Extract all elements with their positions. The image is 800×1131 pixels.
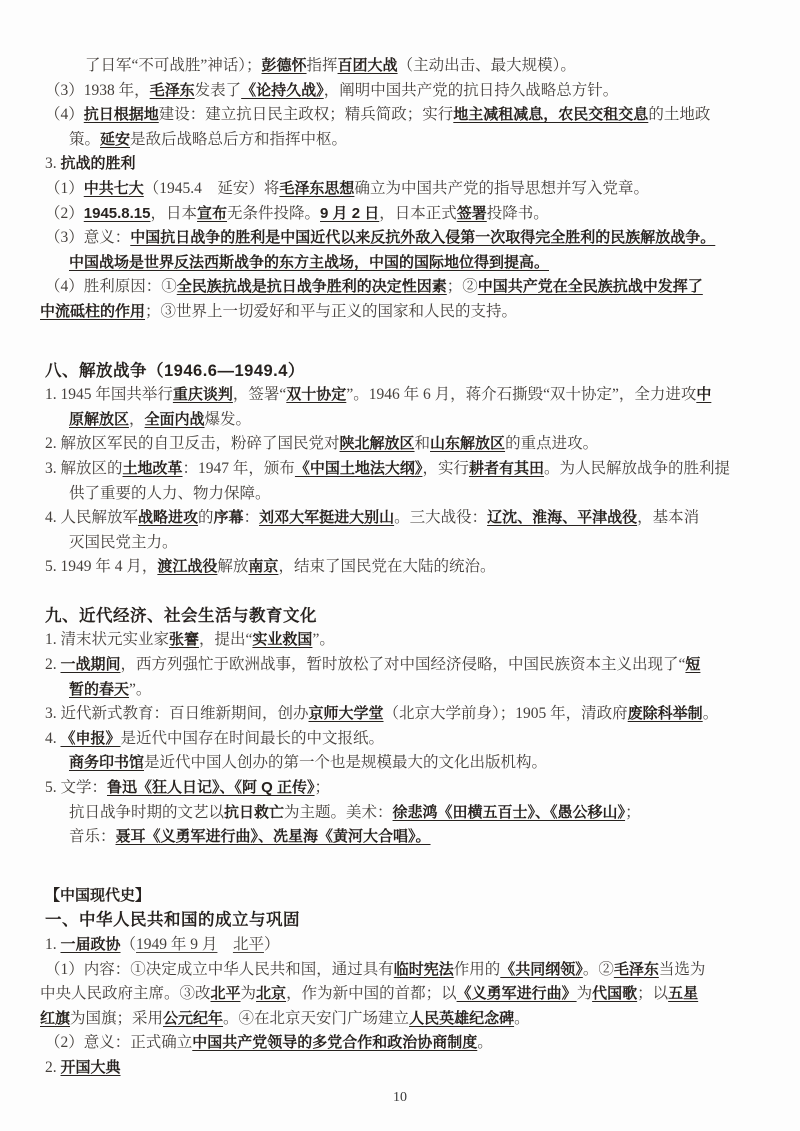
text-line [0, 226, 800, 251]
text-run: 为国旗；采用 [70, 1009, 164, 1027]
text-line [0, 54, 800, 79]
text-run: 毛泽东 [149, 81, 195, 99]
text-run: （1945.4 延安）将 [143, 179, 280, 197]
text-run: 中 [696, 386, 712, 404]
text-run: 《共同纲领》 [500, 960, 583, 978]
text-run: 5. 1949 年 4 月， [45, 558, 158, 576]
text-run: 一战期间 [60, 656, 121, 674]
text-run: 投降书。 [486, 204, 549, 222]
text-run: 辽沈、淮海、平津战役 [487, 509, 638, 527]
text-run: 1. 清末状元实业家 [45, 631, 170, 649]
text-run: 刘邓大军挺进大别山 [259, 509, 395, 527]
text-run: 音乐： [69, 828, 116, 846]
text-run: 张謇 [169, 631, 200, 649]
text-run: （北京大学前身）；1905 年，清政府 [383, 705, 628, 723]
text-run: 九、近代经济、社会生活与教育文化 [45, 606, 317, 625]
text-run: ，签署“ [232, 386, 287, 404]
text-line [0, 1031, 800, 1056]
page-number: 10 [393, 1090, 407, 1105]
text-run: 。 [477, 1034, 493, 1052]
text-run: 八、解放战争（1946.6—1949.4） [45, 361, 305, 380]
text-run: 公元纪年 [163, 1009, 224, 1027]
text-run: ； [314, 779, 331, 797]
text-run: 战略进攻 [138, 509, 199, 527]
text-run: 徐悲鸿《田横五百士》、《愚公移山》 [392, 803, 626, 821]
text-line [0, 128, 800, 153]
text-run: 4. [45, 729, 61, 747]
text-run: （主动出击、最大规模）。 [397, 57, 576, 74]
text-run: 作用的 [453, 960, 501, 978]
text-line [0, 457, 800, 482]
text-run: 中国抗日战争的胜利是中国近代以来反抗外敌入侵第一次取得完全胜利的民族解放战争。 [130, 229, 716, 247]
text-run: 一届政协 [60, 936, 121, 953]
text-line [0, 103, 800, 128]
text-line [0, 1056, 800, 1081]
text-run: 商务印书馆 [69, 754, 145, 772]
text-run: 宣布 [197, 204, 228, 222]
text-line [0, 79, 800, 104]
text-run: 2. [45, 656, 61, 674]
block-modern-economy-society-culture [0, 604, 800, 850]
text-run: 百团大战 [337, 57, 398, 74]
text-run: 山东解放区 [430, 435, 506, 453]
text-run: 当选为 [658, 960, 706, 978]
text-run: （1）内容：①决定成立中华人民共和国，通过具有 [45, 960, 394, 978]
text-run: 南京 [248, 558, 279, 576]
text-run: ；③世界上一切爱好和平与正义的国家和人民的支持。 [145, 302, 518, 320]
text-run: 中国共产党在全民族抗战中发挥了 [477, 278, 703, 296]
text-run: 1949 年 9 月 [136, 936, 218, 953]
text-line [0, 383, 800, 408]
text-run: 指挥 [306, 57, 338, 74]
text-run: 地主减租减息，农民交租交息 [453, 106, 649, 124]
text-run: 了日军“不可战胜”神话）； [85, 57, 262, 74]
text-run: 原解放区 [69, 410, 130, 428]
text-line [0, 531, 800, 556]
text-run: 全民族抗战是抗日战争胜利的决定性因素 [176, 278, 447, 296]
text-run: 确立为中国共产党的指导思想并写入党章。 [354, 179, 649, 197]
text-line [0, 982, 800, 1007]
text-run: 3. 解放区的 [45, 459, 123, 477]
text-run: 抗日救亡 [224, 803, 285, 821]
text-run: 抗日根据地 [83, 106, 159, 124]
text-run: 1945.8.15 [83, 204, 151, 222]
text-run: 策。 [69, 130, 101, 148]
text-run: 解放 [217, 558, 249, 576]
text-run: 是近代中国存在时间最长的中文报纸。 [120, 729, 385, 747]
block-anti-japanese-war-victory [0, 54, 800, 325]
text-run: 延安 [100, 130, 131, 148]
text-line [0, 958, 800, 983]
text-run: 京师大学堂 [308, 705, 384, 723]
text-run: 临时宪法 [393, 960, 454, 978]
text-run: 。 [514, 1009, 530, 1027]
text-run: 中国共产党领导的多党合作和政治协商制度 [192, 1034, 478, 1052]
text-run: 抗日战争时期的文艺以 [69, 803, 225, 821]
text-run: 红旗 [40, 1009, 71, 1027]
text-run: ： [243, 509, 260, 527]
text-run: ”。1946 年 6 月，蒋介石撕毁“双十协定”，全力进攻 [346, 386, 697, 404]
text-run: 。 [702, 705, 719, 723]
text-run: 供了重要的人力、物力保障。 [69, 484, 271, 502]
text-run: 。三大战役： [394, 509, 488, 527]
text-run: ，提出“ [199, 631, 253, 649]
text-run: 双十协定 [286, 386, 347, 404]
text-run: 和 [414, 435, 431, 453]
text-line [0, 653, 800, 678]
text-run: 3. 近代新式教育：百日维新期间，创办 [45, 705, 309, 723]
text-run: 是近代中国人创办的第一个也是规模最大的文化出版机构。 [144, 754, 548, 772]
text-line [0, 202, 800, 227]
text-run: ：1947 年，颁布 [182, 459, 295, 477]
text-run: 《义勇军进行曲》 [456, 985, 577, 1003]
text-run: 9 月 2 日 [320, 204, 380, 222]
text-run: 中国战场是世界反法西斯战争的东方主战场，中国的国际地位得到提高。 [69, 253, 550, 271]
text-run: ”。 [129, 680, 152, 698]
text-run: 2. [45, 1058, 61, 1076]
text-line [0, 884, 800, 909]
text-run: （3）1938 年， [45, 81, 150, 99]
text-run: 【中国现代史】 [45, 886, 151, 904]
block-liberation-war [0, 359, 800, 580]
text-run: （ [120, 936, 137, 953]
text-line [0, 251, 800, 276]
text-line [0, 555, 800, 580]
text-run: 1. 1945 年国共举行 [45, 386, 173, 404]
text-run: 北平 [232, 936, 264, 953]
text-run [217, 936, 233, 953]
text-run: 暂的春天 [69, 680, 130, 698]
text-run: 1. [45, 936, 61, 953]
text-run: ；以 [637, 985, 669, 1003]
text-run: 鲁迅《狂人日记》、《阿 Q 正传》 [107, 779, 315, 797]
text-run: 5. 文学： [45, 779, 108, 797]
text-run: 是敌后战略总后方和指挥中枢。 [130, 130, 348, 148]
text-run: 。④在北京天安门广场建立 [223, 1009, 410, 1027]
text-run: 全面内战 [144, 410, 205, 428]
text-run: （4） [45, 106, 84, 124]
text-run: 3. [45, 155, 61, 173]
text-run: 毛泽东 [613, 960, 659, 978]
text-run: 五星 [668, 985, 699, 1003]
text-run: 《论持久战》 [241, 81, 324, 99]
block-modern-china-founding-prc [0, 884, 800, 1081]
text-run: ，基本消 [637, 509, 700, 527]
text-line [0, 482, 800, 507]
text-line [0, 432, 800, 457]
section-heading-line [0, 908, 800, 933]
text-run: 渡江战役 [157, 558, 218, 576]
text-run: （4）胜利原因：① [45, 278, 177, 296]
section-heading-line [0, 604, 800, 629]
text-run: ，西方列强忙于欧洲战事，暂时放松了对中国经济侵略，中国民族资本主义出现了“ [120, 656, 686, 674]
text-run: 。为人民解放战争的胜利提 [543, 459, 730, 477]
text-run: 4. 人民解放军 [45, 509, 139, 527]
text-run: 爆发。 [204, 410, 252, 428]
text-run: ） [263, 936, 280, 953]
text-run: （3）意义： [45, 229, 131, 247]
text-run: ”。 [312, 631, 335, 649]
text-run: 北平 [210, 985, 241, 1003]
text-run: 无条件投降。 [227, 204, 321, 222]
text-run: 耕者有其田 [468, 459, 544, 477]
text-run: 一、中华人民共和国的成立与巩固 [45, 911, 300, 930]
text-run: ，作为新中国的首都；以 [286, 985, 457, 1003]
text-run: 陕北解放区 [339, 435, 415, 453]
text-run: ， [129, 410, 145, 428]
document-content [0, 54, 800, 1081]
text-run: 聂耳《义勇军进行曲》、冼星海《黄河大合唱》。 [115, 828, 431, 846]
text-run: ；② [446, 278, 478, 296]
text-run: 人民英雄纪念碑 [409, 1009, 515, 1027]
text-line [0, 702, 800, 727]
text-line [0, 933, 800, 958]
text-run: （2） [45, 204, 84, 222]
text-line [0, 751, 800, 776]
text-run: 短 [685, 656, 701, 674]
text-line [0, 678, 800, 703]
text-run: 中流砥柱的作用 [40, 302, 146, 320]
text-run: ； [625, 803, 641, 821]
text-run: 发表了 [194, 81, 242, 99]
text-run: 建设：建立抗日民主政权；精兵简政；实行 [158, 106, 454, 124]
text-run: 代国歌 [592, 985, 638, 1003]
text-line [0, 628, 800, 653]
text-line [0, 300, 800, 325]
text-run: 签署 [456, 204, 487, 222]
text-run: 灭国民党主力。 [69, 533, 178, 551]
text-run: ，日本 [150, 204, 198, 222]
text-run: 为 [576, 985, 593, 1003]
text-run: 废除科举制 [627, 705, 703, 723]
text-run: 《中国土地法大纲》 [294, 459, 423, 477]
text-run: 为 [240, 985, 257, 1003]
text-run: 的 [198, 509, 214, 527]
text-run: 彭德怀 [261, 57, 307, 74]
text-line [0, 408, 800, 433]
text-run: 的土地政 [648, 106, 711, 124]
text-line [0, 506, 800, 531]
section-heading-line [0, 359, 800, 384]
text-line [0, 776, 800, 801]
text-run: 《申报》 [60, 729, 121, 747]
text-run: 抗战的胜利 [60, 155, 136, 173]
text-run: ，日本正式 [379, 204, 457, 222]
text-run: 重庆谈判 [172, 386, 233, 404]
text-line [0, 825, 800, 850]
text-run: 开国大典 [60, 1058, 121, 1076]
text-run: （1） [45, 179, 84, 197]
text-run: 2. 解放区军民的自卫反击，粉碎了国民党对 [45, 435, 340, 453]
text-run: 中共七大 [83, 179, 144, 197]
text-line [0, 801, 800, 826]
text-run: 的重点进攻。 [505, 435, 599, 453]
text-run: 。② [582, 960, 614, 978]
text-run: 序幕 [213, 509, 244, 527]
text-run: ，阐明中国共产党的抗日持久战略总方针。 [323, 81, 619, 99]
text-line [0, 275, 800, 300]
text-run: （2）意义：正式确立 [45, 1034, 193, 1052]
text-run: ，实行 [422, 459, 469, 477]
text-line [0, 1007, 800, 1032]
text-run: 北京 [256, 985, 287, 1003]
text-line [0, 727, 800, 752]
text-line [0, 177, 800, 202]
text-run: ，结束了国民党在大陆的统治。 [278, 558, 496, 576]
text-run: 毛泽东思想 [279, 179, 355, 197]
text-run: 土地改革 [122, 459, 183, 477]
text-run: 为主题。美术： [284, 803, 393, 821]
text-run: 实业救国 [252, 631, 313, 649]
text-line [0, 152, 800, 177]
text-run: 中央人民政府主席。③改 [40, 985, 211, 1003]
